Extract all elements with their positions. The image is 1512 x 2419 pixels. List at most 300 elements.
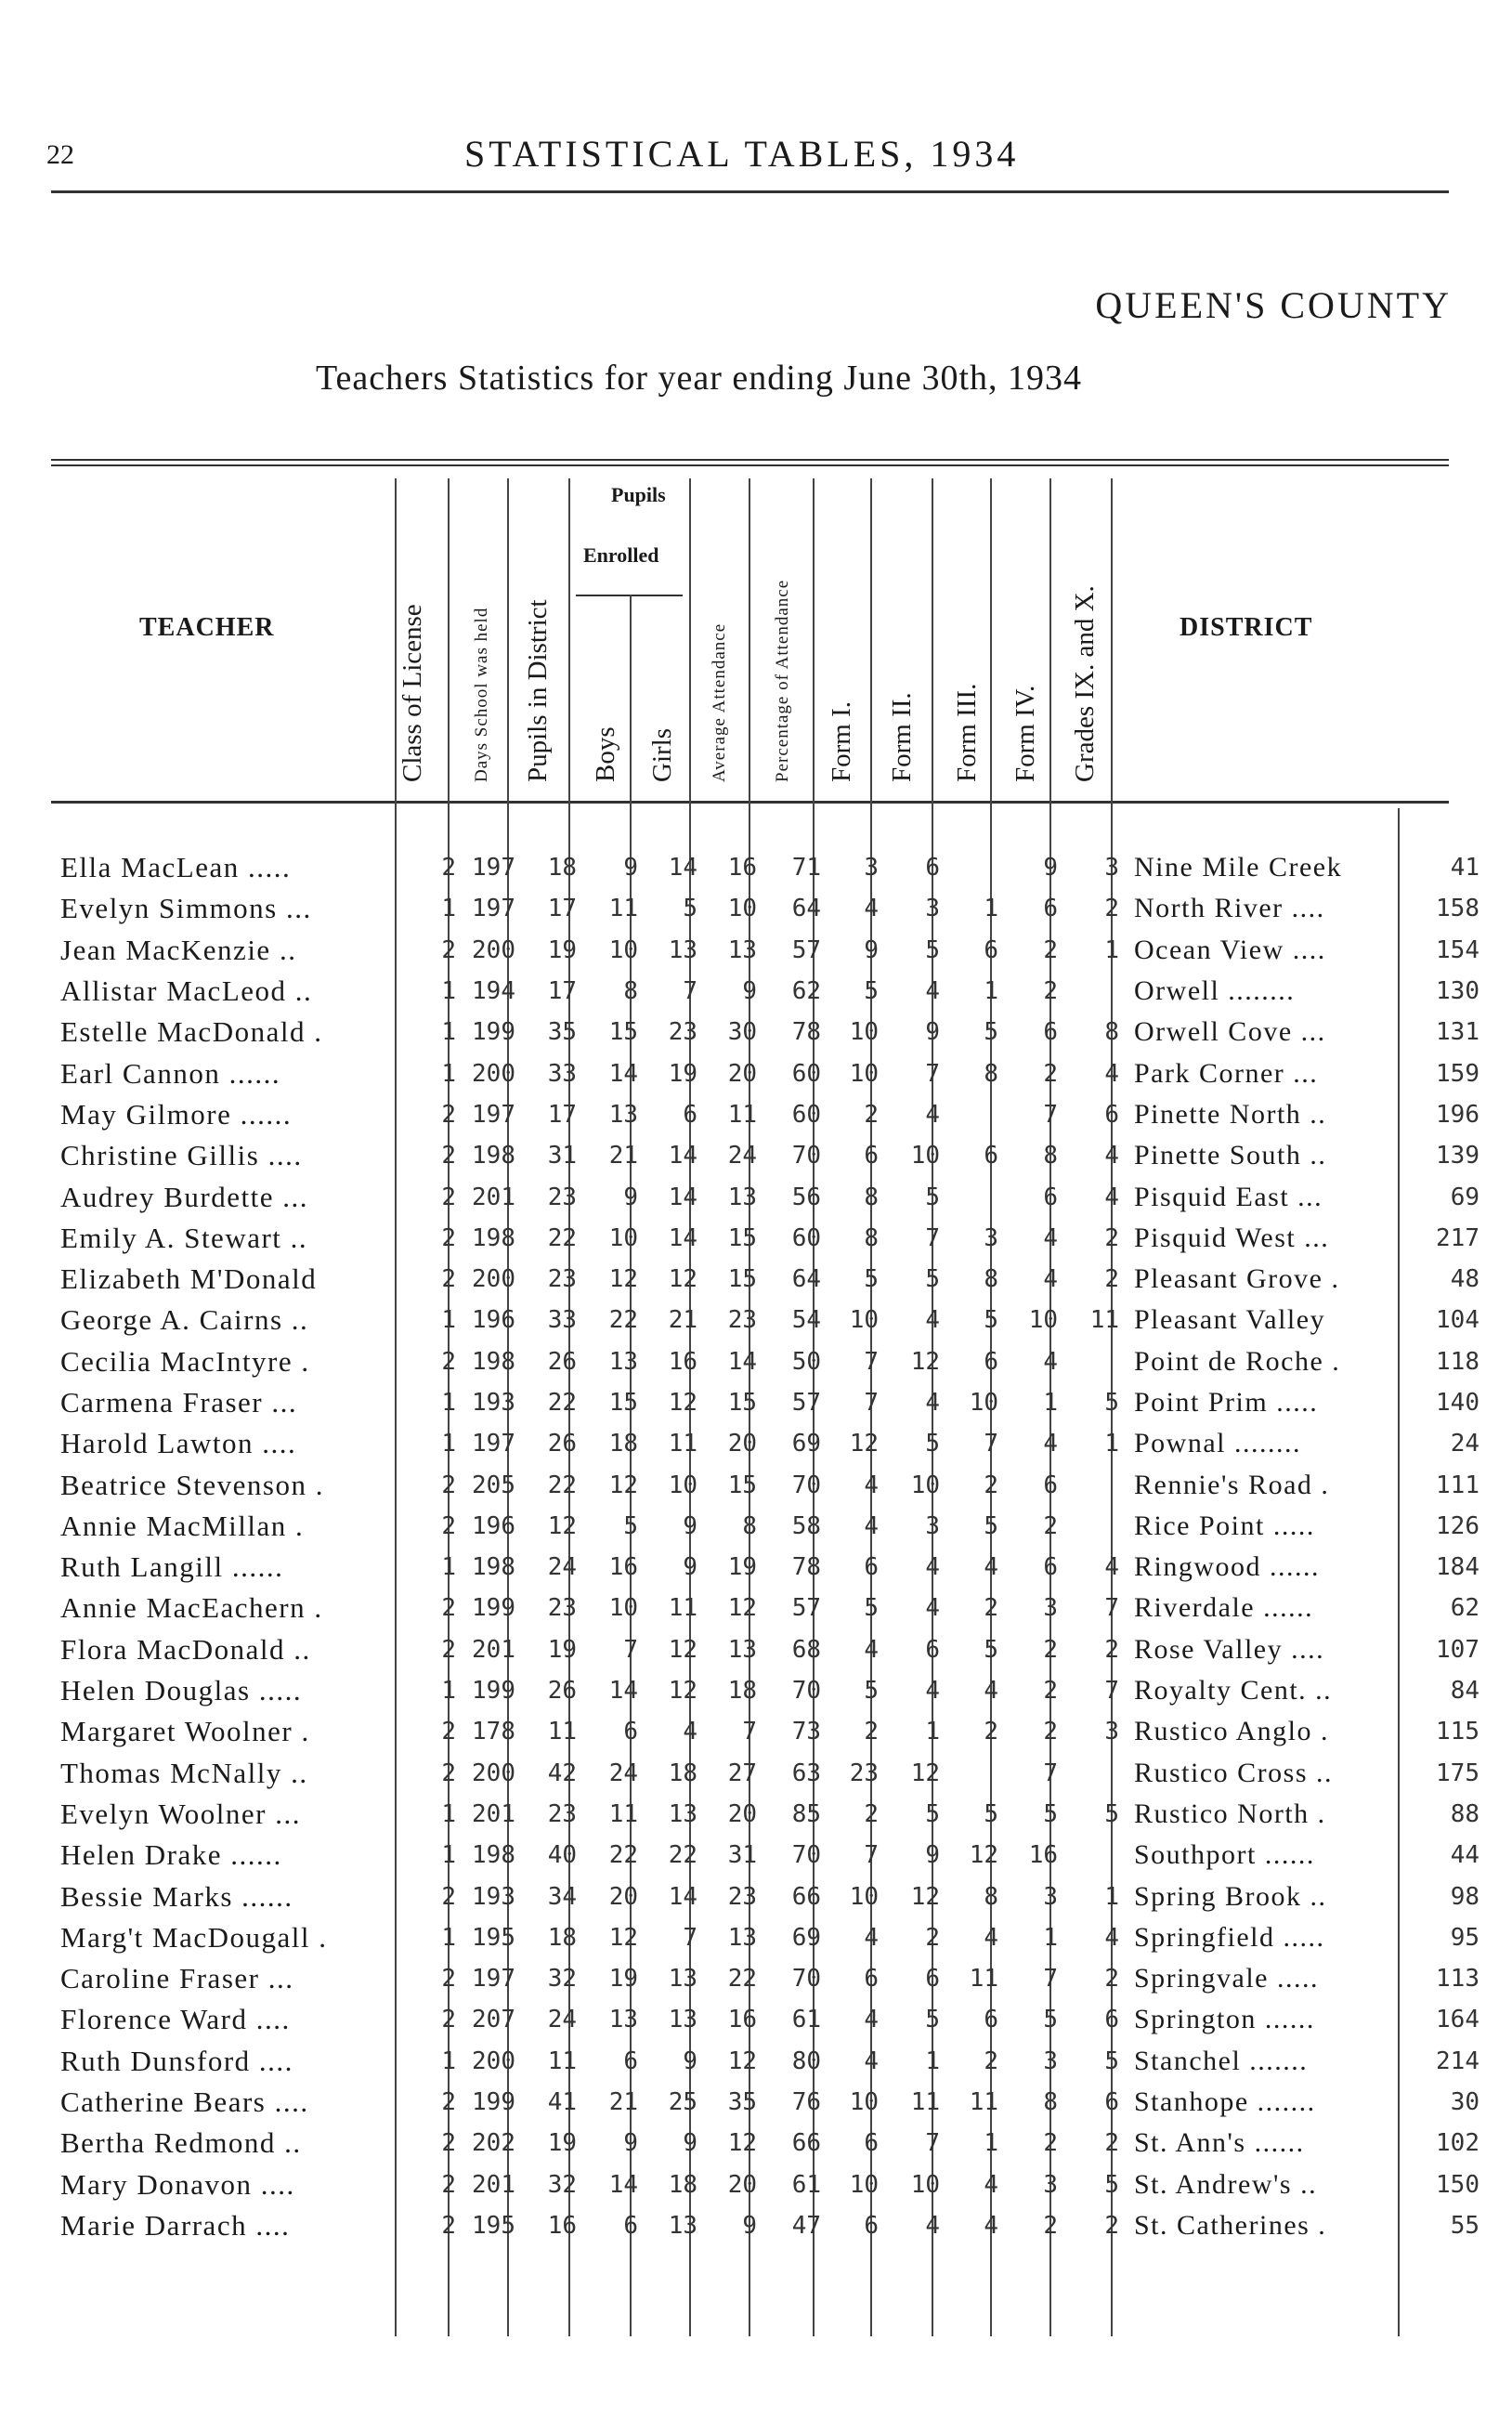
- district-name: Rennie's Road .: [1134, 1469, 1330, 1500]
- teacher-name: Emily A. Stewart ..: [60, 1221, 308, 1254]
- form-1: 10: [849, 1018, 879, 1047]
- pupils-in-district: 11: [547, 2046, 577, 2075]
- teacher-statistics-table: [51, 847, 1479, 2246]
- table-row: [51, 1094, 1479, 1135]
- boys-enrolled: 11: [608, 1799, 638, 1828]
- form-1: 12: [849, 1430, 879, 1458]
- days-school-held: 199: [472, 1677, 515, 1706]
- class-of-license: 1: [441, 1677, 456, 1706]
- table-row: [51, 971, 1479, 1012]
- table-row: [51, 1917, 1479, 1958]
- table-row: [51, 1835, 1479, 1876]
- form-1: 4: [864, 1923, 879, 1952]
- boys-enrolled: 19: [608, 1965, 638, 1994]
- days-school-held: 198: [472, 1142, 515, 1170]
- district-number: 154: [1436, 935, 1479, 964]
- days-school-held: 197: [472, 1965, 515, 1994]
- district-number: 111: [1436, 1471, 1479, 1499]
- district-number: 164: [1436, 2006, 1479, 2034]
- class-of-license: 2: [441, 2211, 456, 2240]
- class-of-license: 2: [441, 1718, 456, 1746]
- form-4: 4: [1043, 1430, 1058, 1458]
- pupils-in-district: 19: [547, 2129, 577, 2158]
- average-attendance: 13: [727, 935, 757, 964]
- district-name: Ringwood ......: [1134, 1551, 1321, 1583]
- days-school-held: 198: [472, 1223, 515, 1252]
- teacher-name: Bertha Redmond ..: [60, 2126, 302, 2160]
- girls-enrolled: 4: [683, 1718, 697, 1746]
- girls-enrolled: 23: [668, 1018, 697, 1047]
- teacher-name: Jean MacKenzie ..: [60, 933, 297, 966]
- days-school-held: 198: [472, 1841, 515, 1870]
- percentage-attendance: 69: [791, 1430, 821, 1458]
- percentage-attendance: 57: [791, 935, 821, 964]
- district-name: Orwell ........: [1134, 975, 1296, 1007]
- class-of-license: 2: [441, 1223, 456, 1252]
- teacher-name: George A. Cairns ..: [60, 1303, 309, 1337]
- form-3: 4: [984, 2211, 998, 2240]
- teacher-name: Cecilia MacIntyre .: [60, 1344, 310, 1378]
- form-2: 5: [925, 1265, 940, 1294]
- form-3: 8: [984, 1882, 998, 1911]
- days-school-held: 197: [472, 1100, 515, 1129]
- grades-ix-x: 2: [1104, 1265, 1119, 1294]
- class-of-license: 1: [441, 1553, 456, 1582]
- form-1: 3: [864, 854, 879, 883]
- form-3: 5: [984, 1799, 998, 1828]
- grades-ix-x: 3: [1104, 1718, 1119, 1746]
- form-3: 1: [984, 895, 998, 923]
- form-4: 1: [1043, 1389, 1058, 1417]
- form-4: 8: [1043, 2088, 1058, 2117]
- form-2: 10: [910, 2170, 940, 2199]
- form-1: 4: [864, 2006, 879, 2034]
- average-attendance: 23: [727, 1882, 757, 1911]
- form-4: 7: [1043, 1965, 1058, 1994]
- percentage-attendance: 56: [791, 1183, 821, 1211]
- table-row: [51, 2082, 1479, 2123]
- form-1: 6: [864, 2211, 879, 2240]
- district-name: Pisquid East ...: [1134, 1181, 1323, 1212]
- average-attendance: 12: [727, 2129, 757, 2158]
- days-school-held: 197: [472, 1430, 515, 1458]
- district-number: 62: [1450, 1594, 1479, 1623]
- col-teacher-header: TEACHER: [139, 613, 275, 642]
- boys-enrolled: 10: [608, 1594, 638, 1623]
- district-name: Rice Point .....: [1134, 1510, 1315, 1541]
- average-attendance: 30: [727, 1018, 757, 1047]
- form-4: 9: [1043, 854, 1058, 883]
- average-attendance: 12: [727, 2046, 757, 2075]
- teacher-name: Bessie Marks ......: [60, 1879, 293, 1913]
- girls-enrolled: 5: [683, 895, 697, 923]
- district-number: 98: [1450, 1882, 1479, 1911]
- form-2: 12: [910, 1347, 940, 1376]
- form-1: 5: [864, 977, 879, 1006]
- boys-enrolled: 24: [608, 1759, 638, 1787]
- girls-enrolled: 12: [668, 1389, 697, 1417]
- form-1: 2: [864, 1718, 879, 1746]
- col-girls-header: Girls: [647, 728, 677, 782]
- form-4: 4: [1043, 1265, 1058, 1294]
- teacher-name: Annie MacMillan .: [60, 1509, 305, 1542]
- district-number: 196: [1436, 1100, 1479, 1129]
- girls-enrolled: 18: [668, 1759, 697, 1787]
- district-number: 184: [1436, 1553, 1479, 1582]
- percentage-attendance: 70: [791, 1471, 821, 1499]
- form-3: 5: [984, 1511, 998, 1540]
- days-school-held: 196: [472, 1511, 515, 1540]
- girls-enrolled: 13: [668, 2006, 697, 2034]
- class-of-license: 1: [441, 1018, 456, 1047]
- girls-enrolled: 6: [683, 1100, 697, 1129]
- grades-ix-x: [1063, 1341, 1125, 1382]
- district-number: 159: [1436, 1059, 1479, 1088]
- class-of-license: 1: [441, 1799, 456, 1828]
- pupils-in-district: 31: [547, 1142, 577, 1170]
- form-4: 2: [1043, 2211, 1058, 2240]
- col-percentage-attendance-header: Percentage of Attendance: [773, 579, 792, 782]
- grades-ix-x: 4: [1104, 1059, 1119, 1088]
- grades-ix-x: 6: [1104, 2006, 1119, 2034]
- percentage-attendance: 70: [791, 1965, 821, 1994]
- header-rule: [51, 190, 1449, 193]
- table-row: [51, 1588, 1479, 1628]
- teacher-name: Evelyn Woolner ...: [60, 1797, 301, 1830]
- class-of-license: 2: [441, 1965, 456, 1994]
- form-3: 5: [984, 1306, 998, 1335]
- girls-enrolled: 25: [668, 2088, 697, 2117]
- days-school-held: 197: [472, 895, 515, 923]
- form-3: 4: [984, 1677, 998, 1706]
- form-3: 4: [984, 1553, 998, 1582]
- form-4: 2: [1043, 935, 1058, 964]
- class-of-license: 2: [441, 1265, 456, 1294]
- teacher-name: Catherine Bears ....: [60, 2086, 309, 2119]
- table-row: [51, 1135, 1479, 1176]
- teacher-name: Caroline Fraser ...: [60, 1962, 294, 1995]
- average-attendance: 16: [727, 854, 757, 883]
- form-4: 7: [1043, 1759, 1058, 1787]
- district-name: Pleasant Grove .: [1134, 1263, 1340, 1295]
- girls-enrolled: 7: [683, 1923, 697, 1952]
- form-2: 1: [925, 2046, 940, 2075]
- form-3: [945, 1753, 1004, 1794]
- percentage-attendance: 63: [791, 1759, 821, 1787]
- table-row: [51, 1794, 1479, 1835]
- percentage-attendance: 71: [791, 854, 821, 883]
- percentage-attendance: 85: [791, 1799, 821, 1828]
- table-row: [51, 1053, 1479, 1093]
- pupils-in-district: 17: [547, 1100, 577, 1129]
- girls-enrolled: 9: [683, 2046, 697, 2075]
- form-2: 10: [910, 1471, 940, 1499]
- percentage-attendance: 70: [791, 1677, 821, 1706]
- form-2: 4: [925, 1306, 940, 1335]
- form-2: 4: [925, 1677, 940, 1706]
- form-1: 6: [864, 2129, 879, 2158]
- pupils-in-district: 17: [547, 895, 577, 923]
- days-school-held: 195: [472, 2211, 515, 2240]
- table-row: [51, 1218, 1479, 1259]
- district-number: 24: [1450, 1430, 1479, 1458]
- days-school-held: 200: [472, 1759, 515, 1787]
- pupils-in-district: 26: [547, 1347, 577, 1376]
- days-school-held: 198: [472, 1553, 515, 1582]
- form-1: 4: [864, 1635, 879, 1664]
- form-4: 2: [1043, 1718, 1058, 1746]
- boys-enrolled: 6: [623, 2046, 638, 2075]
- days-school-held: 178: [472, 1718, 515, 1746]
- teacher-name: Evelyn Simmons ...: [60, 892, 312, 925]
- boys-enrolled: 13: [608, 1100, 638, 1129]
- average-attendance: 24: [727, 1142, 757, 1170]
- teacher-name: Florence Ward ....: [60, 2003, 291, 2036]
- col-grades-header: Grades IX. and X.: [1070, 585, 1100, 782]
- boys-enrolled: 11: [608, 895, 638, 923]
- pupils-in-district: 33: [547, 1306, 577, 1335]
- percentage-attendance: 62: [791, 977, 821, 1006]
- table-row: [51, 2123, 1479, 2164]
- percentage-attendance: 60: [791, 1223, 821, 1252]
- teacher-name: Flora MacDonald ..: [60, 1632, 311, 1666]
- days-school-held: 201: [472, 2170, 515, 2199]
- table-row: [51, 1506, 1479, 1547]
- district-name: Springton ......: [1134, 2004, 1315, 2035]
- class-of-license: 2: [441, 1511, 456, 1540]
- form-1: 7: [864, 1841, 879, 1870]
- form-2: 6: [925, 854, 940, 883]
- district-name: Springvale .....: [1134, 1963, 1319, 1994]
- girls-enrolled: 13: [668, 935, 697, 964]
- days-school-held: 194: [472, 977, 515, 1006]
- teacher-name: Marg't MacDougall .: [60, 1920, 328, 1954]
- boys-enrolled: 22: [608, 1306, 638, 1335]
- form-1: 4: [864, 2046, 879, 2075]
- class-of-license: 1: [441, 1430, 456, 1458]
- form-3: [945, 1176, 1004, 1217]
- district-number: 88: [1450, 1799, 1479, 1828]
- form-1: 23: [849, 1759, 879, 1787]
- district-number: 140: [1436, 1389, 1479, 1417]
- percentage-attendance: 76: [791, 2088, 821, 2117]
- form-1: 5: [864, 1265, 879, 1294]
- district-name: Pownal ........: [1134, 1428, 1301, 1459]
- class-of-license: 1: [441, 1841, 456, 1870]
- class-of-license: 2: [441, 1759, 456, 1787]
- pupils-in-district: 32: [547, 2170, 577, 2199]
- district-number: 214: [1436, 2046, 1479, 2075]
- form-4: 6: [1043, 1183, 1058, 1211]
- form-4: 6: [1043, 895, 1058, 923]
- average-attendance: 13: [727, 1923, 757, 1952]
- col-pupils-in-district-header: Pupils in District: [523, 599, 553, 782]
- teacher-name: Estelle MacDonald .: [60, 1015, 323, 1049]
- percentage-attendance: 47: [791, 2211, 821, 2240]
- grades-ix-x: [1063, 1506, 1125, 1547]
- teacher-name: Mary Donavon ....: [60, 2167, 295, 2201]
- class-of-license: 2: [441, 2170, 456, 2199]
- form-2: 4: [925, 1594, 940, 1623]
- average-attendance: 11: [727, 1100, 757, 1129]
- col-days-school-held-header: Days School was held: [472, 607, 491, 782]
- district-number: 107: [1436, 1635, 1479, 1664]
- district-number: 175: [1436, 1759, 1479, 1787]
- form-3: 2: [984, 1471, 998, 1499]
- average-attendance: 16: [727, 2006, 757, 2034]
- table-row: [51, 1259, 1479, 1300]
- girls-enrolled: 19: [668, 1059, 697, 1088]
- table-row: [51, 1547, 1479, 1588]
- table-row: [51, 1753, 1479, 1794]
- table-row: [51, 1300, 1479, 1340]
- teacher-name: Audrey Burdette ...: [60, 1180, 308, 1213]
- form-4: 7: [1043, 1100, 1058, 1129]
- district-number: 113: [1436, 1965, 1479, 1994]
- days-school-held: 193: [472, 1389, 515, 1417]
- form-1: 10: [849, 1882, 879, 1911]
- form-1: 10: [849, 2170, 879, 2199]
- grades-ix-x: 1: [1104, 1430, 1119, 1458]
- form-1: 6: [864, 1965, 879, 1994]
- boys-enrolled: 14: [608, 1059, 638, 1088]
- form-1: 4: [864, 895, 879, 923]
- form-2: 11: [910, 2088, 940, 2117]
- percentage-attendance: 61: [791, 2170, 821, 2199]
- district-name: St. Catherines .: [1134, 2209, 1327, 2241]
- form-2: 3: [925, 895, 940, 923]
- form-3: 4: [984, 2170, 998, 2199]
- grades-ix-x: 8: [1104, 1018, 1119, 1047]
- class-of-license: 2: [441, 935, 456, 964]
- grades-ix-x: 5: [1104, 1799, 1119, 1828]
- days-school-held: 195: [472, 1923, 515, 1952]
- days-school-held: 199: [472, 1594, 515, 1623]
- girls-enrolled: 22: [668, 1841, 697, 1870]
- col-form2-header: Form II.: [887, 692, 917, 782]
- class-of-license: 1: [441, 977, 456, 1006]
- form-3: 5: [984, 1018, 998, 1047]
- girls-enrolled: 16: [668, 1347, 697, 1376]
- pupils-in-district: 34: [547, 1882, 577, 1911]
- form-2: 12: [910, 1882, 940, 1911]
- grades-ix-x: [1063, 1835, 1125, 1876]
- district-number: 69: [1450, 1183, 1479, 1211]
- boys-enrolled: 22: [608, 1841, 638, 1870]
- days-school-held: 201: [472, 1183, 515, 1211]
- boys-enrolled: 9: [623, 854, 638, 883]
- form-3: 12: [969, 1841, 998, 1870]
- district-number: 48: [1450, 1265, 1479, 1294]
- percentage-attendance: 70: [791, 1142, 821, 1170]
- teacher-name: Elizabeth M'Donald: [60, 1262, 318, 1296]
- grades-ix-x: 2: [1104, 2129, 1119, 2158]
- form-3: 2: [984, 2046, 998, 2075]
- pupils-group-header: Pupils: [611, 483, 666, 506]
- girls-enrolled: 7: [683, 977, 697, 1006]
- class-of-license: 2: [441, 854, 456, 883]
- form-1: 8: [864, 1183, 879, 1211]
- class-of-license: 1: [441, 1059, 456, 1088]
- average-attendance: 15: [727, 1471, 757, 1499]
- form-2: 4: [925, 977, 940, 1006]
- boys-enrolled: 13: [608, 2006, 638, 2034]
- grades-ix-x: 6: [1104, 2088, 1119, 2117]
- grades-ix-x: 2: [1104, 1965, 1119, 1994]
- average-attendance: 8: [742, 1511, 757, 1540]
- percentage-attendance: 50: [791, 1347, 821, 1376]
- percentage-attendance: 61: [791, 2006, 821, 2034]
- district-number: 84: [1450, 1677, 1479, 1706]
- days-school-held: 193: [472, 1882, 515, 1911]
- form-4: 2: [1043, 1677, 1058, 1706]
- percentage-attendance: 66: [791, 2129, 821, 2158]
- form-1: 2: [864, 1100, 879, 1129]
- district-number: 130: [1436, 977, 1479, 1006]
- table-row: [51, 1711, 1479, 1752]
- girls-enrolled: 11: [668, 1430, 697, 1458]
- teacher-name: May Gilmore ......: [60, 1097, 293, 1131]
- form-2: 12: [910, 1759, 940, 1787]
- days-school-held: 196: [472, 1306, 515, 1335]
- district-name: Orwell Cove ...: [1134, 1016, 1326, 1048]
- form-1: 5: [864, 1677, 879, 1706]
- district-name: Park Corner ...: [1134, 1057, 1319, 1089]
- class-of-license: 2: [441, 1635, 456, 1664]
- form-2: 3: [925, 1511, 940, 1540]
- girls-enrolled: 13: [668, 1799, 697, 1828]
- girls-enrolled: 18: [668, 2170, 697, 2199]
- days-school-held: 199: [472, 2088, 515, 2117]
- form-1: 4: [864, 1511, 879, 1540]
- teacher-name: Allistar MacLeod ..: [60, 974, 313, 1008]
- form-4: 10: [1028, 1306, 1058, 1335]
- form-4: 3: [1043, 2046, 1058, 2075]
- days-school-held: 200: [472, 2046, 515, 2075]
- grades-ix-x: 5: [1104, 2046, 1119, 2075]
- form-1: 5: [864, 1594, 879, 1623]
- table-row: [51, 930, 1479, 971]
- boys-enrolled: 16: [608, 1553, 638, 1582]
- boys-enrolled: 13: [608, 1347, 638, 1376]
- average-attendance: 22: [727, 1965, 757, 1994]
- class-of-license: 2: [441, 1471, 456, 1499]
- table-row: [51, 2041, 1479, 2082]
- grades-ix-x: [1063, 971, 1125, 1012]
- form-1: 2: [864, 1799, 879, 1828]
- percentage-attendance: 69: [791, 1923, 821, 1952]
- percentage-attendance: 58: [791, 1511, 821, 1540]
- district-name: Pleasant Valley: [1134, 1304, 1326, 1336]
- pupils-in-district: 22: [547, 1223, 577, 1252]
- grades-ix-x: 7: [1104, 1677, 1119, 1706]
- form-2: 6: [925, 1965, 940, 1994]
- form-3: 6: [984, 1347, 998, 1376]
- teacher-name: Earl Cannon ......: [60, 1056, 281, 1090]
- pupils-in-district: 23: [547, 1799, 577, 1828]
- average-attendance: 18: [727, 1677, 757, 1706]
- teacher-name: Margaret Woolner .: [60, 1715, 310, 1748]
- pupils-in-district: 42: [547, 1759, 577, 1787]
- form-3: 11: [969, 1965, 998, 1994]
- table-row: [51, 1629, 1479, 1670]
- district-name: Springfield .....: [1134, 1921, 1325, 1953]
- pupils-in-district: 41: [547, 2088, 577, 2117]
- district-name: Nine Mile Creek: [1134, 852, 1343, 883]
- form-4: 2: [1043, 1059, 1058, 1088]
- district-number: 95: [1450, 1923, 1479, 1952]
- form-1: 10: [849, 1059, 879, 1088]
